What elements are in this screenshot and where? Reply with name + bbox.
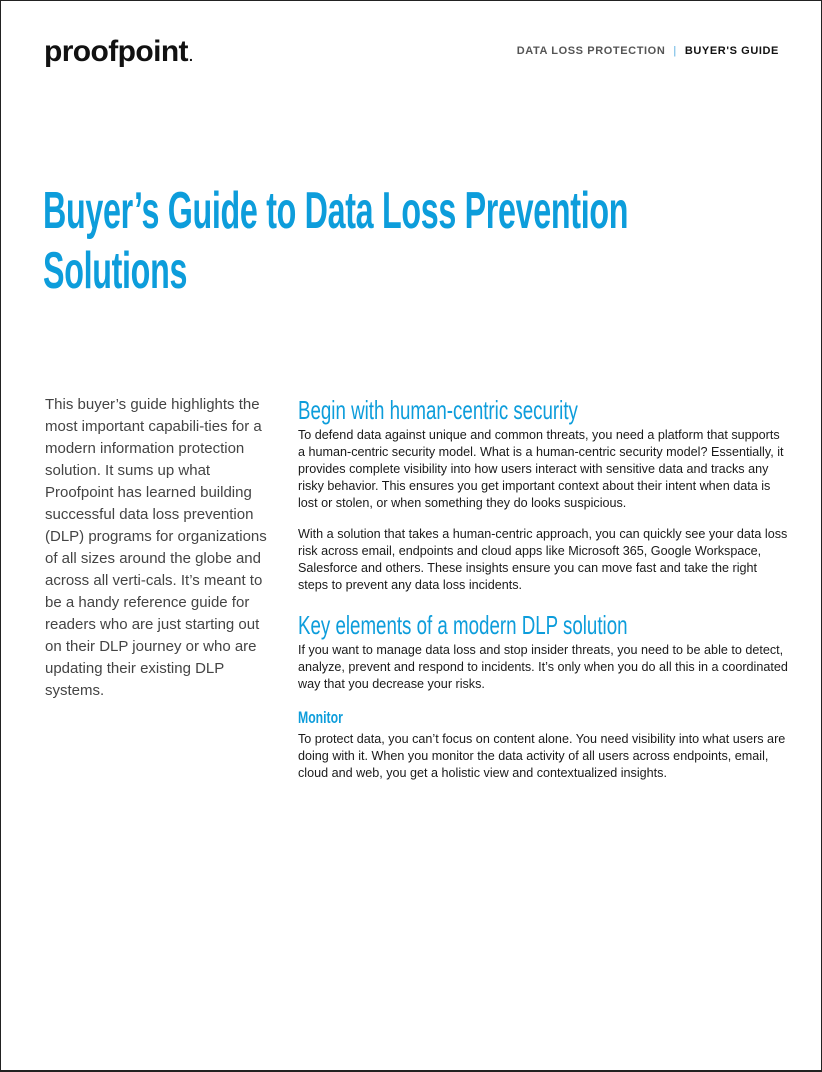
header-doc-type: BUYER'S GUIDE: [684, 45, 779, 57]
main-column: [298, 395, 788, 782]
intro-paragraph: This buyer’s guide highlights the most important capabili-ties for a modern information protection solution. It sums up what Proofpoint has learned building successful data loss prevention (DLP) programs for organizations of all sizes around the globe and across all verti-cals. It’s meant to be a handy reference guide for readers who are just starting out on their DLP journey or who are updating their existing DLP systems.: [45, 396, 267, 699]
body-paragraph: If you want to manage data loss and stop insider threats, you need to be able to detect, analyze, prevent and respond to incidents. It’s only when you do all this in a coordinated way that you decrease your risks.: [298, 643, 788, 691]
section-heading-key-elements: Key elements of a modern DLP solution: [298, 610, 628, 640]
body-paragraph: With a solution that takes a human-centric approach, you can quickly see your data loss risk across email, endpoints and cloud apps like Microsoft 365, Google Workspace, Salesforce and others. These insights ensure you can move fast and take the right steps to prevent any data loss incidents.: [298, 527, 788, 592]
proofpoint-logo: [44, 37, 192, 67]
body-paragraph: To protect data, you can’t focus on content alone. You need visibility into what users are doing with it. When you monitor the data activity of all users across endpoints, email, cloud and web, you get a holistic view and contextualized insights.: [298, 732, 786, 780]
running-header: [517, 46, 779, 57]
logo-dot: .: [188, 48, 193, 64]
logo-wordmark: proofpoint: [44, 35, 188, 68]
header-section-label: DATA LOSS PROTECTION: [516, 45, 666, 57]
section-heading-human-centric: Begin with human-centric security: [298, 395, 578, 425]
subsection-heading-monitor: Monitor: [298, 708, 343, 727]
header-separator: |: [673, 45, 677, 57]
page-title: Buyer’s Guide to Data Loss Prevention Solutions: [43, 182, 629, 300]
body-paragraph: To defend data against unique and common threats, you need a platform that supports a human-centric security model. What is a human-centric security model? Essentially, it provides complete visibility into how users interact with sensitive data and tracks any risky behavior. This ensures you get important context about their intent when data is lost or stolen, or when something they do looks suspicious.: [298, 428, 784, 510]
